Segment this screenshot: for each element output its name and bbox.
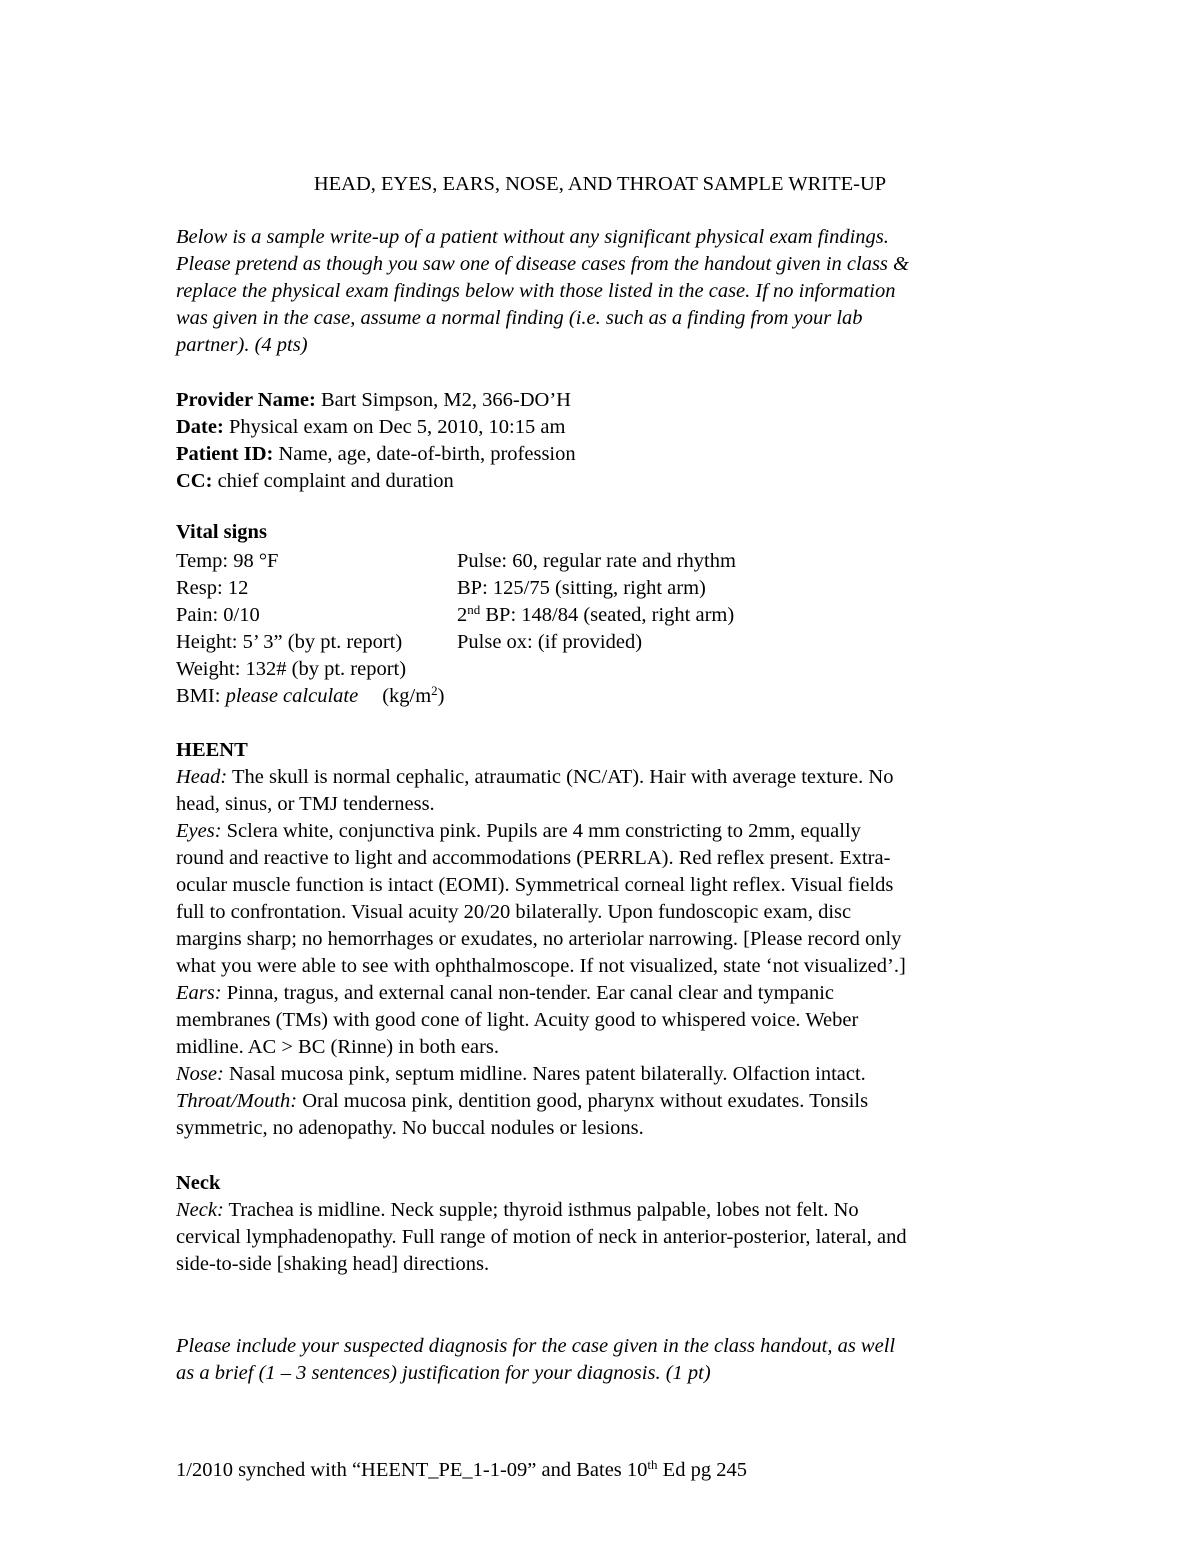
footer-note <box>176 1457 1036 1484</box>
cc-label: CC: <box>176 470 213 492</box>
heent-section <box>176 737 1036 1142</box>
vital-bp-second <box>457 602 1017 629</box>
bp2-prefix: 2 <box>457 604 468 626</box>
footer-prefix: 1/2010 synched with “HEENT_PE_1-1-09” and Bates 10 <box>176 1459 648 1481</box>
heent-lines <box>176 764 1036 1142</box>
heent-line <box>176 953 1036 980</box>
document-title: HEAD, EYES, EARS, NOSE, AND THROAT SAMPLE WRITE-UP <box>313 173 887 195</box>
heent-line-text: symmetric, no adenopathy. No buccal nodules or lesions. <box>176 1117 644 1139</box>
neck-section <box>176 1170 1036 1278</box>
intro-line: partner). (4 pts) <box>176 334 308 356</box>
heent-line <box>176 845 1036 872</box>
heent-heading: HEENT <box>176 739 248 761</box>
heent-subsection-label: Ears: <box>176 982 222 1004</box>
closing-line: Please include your suspected diagnosis for the case given in the class handout, as well <box>176 1335 896 1357</box>
neck-line <box>176 1251 1036 1278</box>
vital-pulse: Pulse: 60, regular rate and rhythm <box>457 550 736 572</box>
heent-line <box>176 1034 1036 1061</box>
heent-subsection-label: Head: <box>176 766 228 788</box>
neck-line-text: side-to-side [shaking head] directions. <box>176 1253 490 1275</box>
vital-pain: Pain: 0/10 <box>176 604 260 626</box>
heent-line-text: Sclera white, conjunctiva pink. Pupils are 4 mm constricting to 2mm, equally <box>221 820 861 842</box>
neck-lines <box>176 1197 1036 1278</box>
provider-name-row <box>176 387 1036 414</box>
heent-line-text: membranes (TMs) with good cone of light. Acuity good to whispered voice. Weber <box>176 1009 859 1031</box>
vitals-right-column <box>457 548 1017 656</box>
neck-heading: Neck <box>176 1172 221 1194</box>
bmi-unit-superscript: 2 <box>431 683 438 698</box>
vital-weight: Weight: 132# (by pt. report) <box>176 658 407 680</box>
vitals-left-column <box>176 548 456 710</box>
heent-line <box>176 980 1036 1007</box>
date-value: Physical exam on Dec 5, 2010, 10:15 am <box>223 416 566 438</box>
neck-subsection-label: Neck: <box>176 1199 224 1221</box>
heent-line-text: ocular muscle function is intact (EOMI). Symmetrical corneal light reflex. Visual fields <box>176 874 894 896</box>
footer-line <box>176 1457 1036 1484</box>
vital-bmi <box>176 683 456 710</box>
closing-paragraph <box>176 1333 1036 1387</box>
heent-line <box>176 764 1036 791</box>
bp2-text: BP: 148/84 (seated, right arm) <box>480 604 735 626</box>
heent-line-text: what you were able to see with ophthalmoscope. If not visualized, state ‘not visualized’.] <box>176 955 906 977</box>
bmi-unit: (kg/m <box>382 685 432 707</box>
provider-name-value: Bart Simpson, M2, 366-DO’H <box>315 389 571 411</box>
heent-line <box>176 1115 1036 1142</box>
heent-line-text: Oral mucosa pink, dentition good, pharynx without exudates. Tonsils <box>297 1090 869 1112</box>
heent-line <box>176 1061 1036 1088</box>
bmi-value: please calculate <box>225 685 359 707</box>
heent-line-text: full to confrontation. Visual acuity 20/20 bilaterally. Upon fundoscopic exam, disc <box>176 901 852 923</box>
footer-suffix: Ed pg 245 <box>657 1459 747 1481</box>
date-label: Date: <box>176 416 224 438</box>
neck-line <box>176 1197 1036 1224</box>
heent-line <box>176 926 1036 953</box>
vital-signs-heading: Vital signs <box>176 521 267 543</box>
vital-height: Height: 5’ 3” (by pt. report) <box>176 631 403 653</box>
intro-line: Below is a sample write-up of a patient without any significant physical exam findings. <box>176 226 889 248</box>
neck-line-text: cervical lymphadenopathy. Full range of motion of neck in anterior-posterior, lateral, and <box>176 1226 907 1248</box>
heent-subsection-label: Throat/Mouth: <box>176 1090 298 1112</box>
heent-line <box>176 1007 1036 1034</box>
cc-value: chief complaint and duration <box>212 470 454 492</box>
heent-line-text: margins sharp; no hemorrhages or exudates, no arteriolar narrowing. [Please record only <box>176 928 902 950</box>
heent-line-text: head, sinus, or TMJ tenderness. <box>176 793 435 815</box>
heent-line-text: Nasal mucosa pink, septum midline. Nares patent bilaterally. Olfaction intact. <box>223 1063 866 1085</box>
intro-paragraph <box>176 224 1036 359</box>
vital-pulse-ox: Pulse ox: (if provided) <box>457 631 643 653</box>
heent-line <box>176 872 1036 899</box>
vital-temp: Temp: 98 °F <box>176 550 279 572</box>
heent-line <box>176 1088 1036 1115</box>
cc-row <box>176 468 1036 495</box>
vital-bp: BP: 125/75 (sitting, right arm) <box>457 577 706 599</box>
intro-line: Please pretend as though you saw one of disease cases from the handout given in class & <box>176 253 909 275</box>
heent-subsection-label: Nose: <box>176 1063 224 1085</box>
bmi-unit-close: ) <box>437 685 445 707</box>
neck-line-text: Trachea is midline. Neck supple; thyroid isthmus palpable, lobes not felt. No <box>223 1199 859 1221</box>
vital-resp: Resp: 12 <box>176 577 249 599</box>
heent-line-text: Pinna, tragus, and external canal non-tender. Ear canal clear and tympanic <box>221 982 835 1004</box>
heent-line-text: round and reactive to light and accommodations (PERRLA). Red reflex present. Extra- <box>176 847 891 869</box>
intro-line: was given in the case, assume a normal finding (i.e. such as a finding from your lab <box>176 307 863 329</box>
date-row <box>176 414 1036 441</box>
closing-line: as a brief (1 – 3 sentences) justification for your diagnosis. (1 pt) <box>176 1362 711 1384</box>
neck-line <box>176 1224 1036 1251</box>
vital-signs-section <box>176 521 1036 707</box>
provider-name-label: Provider Name: <box>176 389 316 411</box>
bmi-label: BMI: <box>176 685 226 707</box>
patient-id-value: Name, age, date-of-birth, profession <box>273 443 576 465</box>
heent-line <box>176 818 1036 845</box>
intro-line: replace the physical exam findings below with those listed in the case. If no information <box>176 280 896 302</box>
bp2-superscript: nd <box>467 602 481 617</box>
heent-subsection-label: Eyes: <box>176 820 222 842</box>
footer-superscript: th <box>647 1457 658 1472</box>
heent-line <box>176 899 1036 926</box>
patient-id-row <box>176 441 1036 468</box>
heent-line-text: The skull is normal cephalic, atraumatic (NC/AT). Hair with average texture. No <box>227 766 894 788</box>
heent-line-text: midline. AC > BC (Rinne) in both ears. <box>176 1036 500 1058</box>
header-fields <box>176 387 1036 495</box>
patient-id-label: Patient ID: <box>176 443 274 465</box>
heent-line <box>176 791 1036 818</box>
